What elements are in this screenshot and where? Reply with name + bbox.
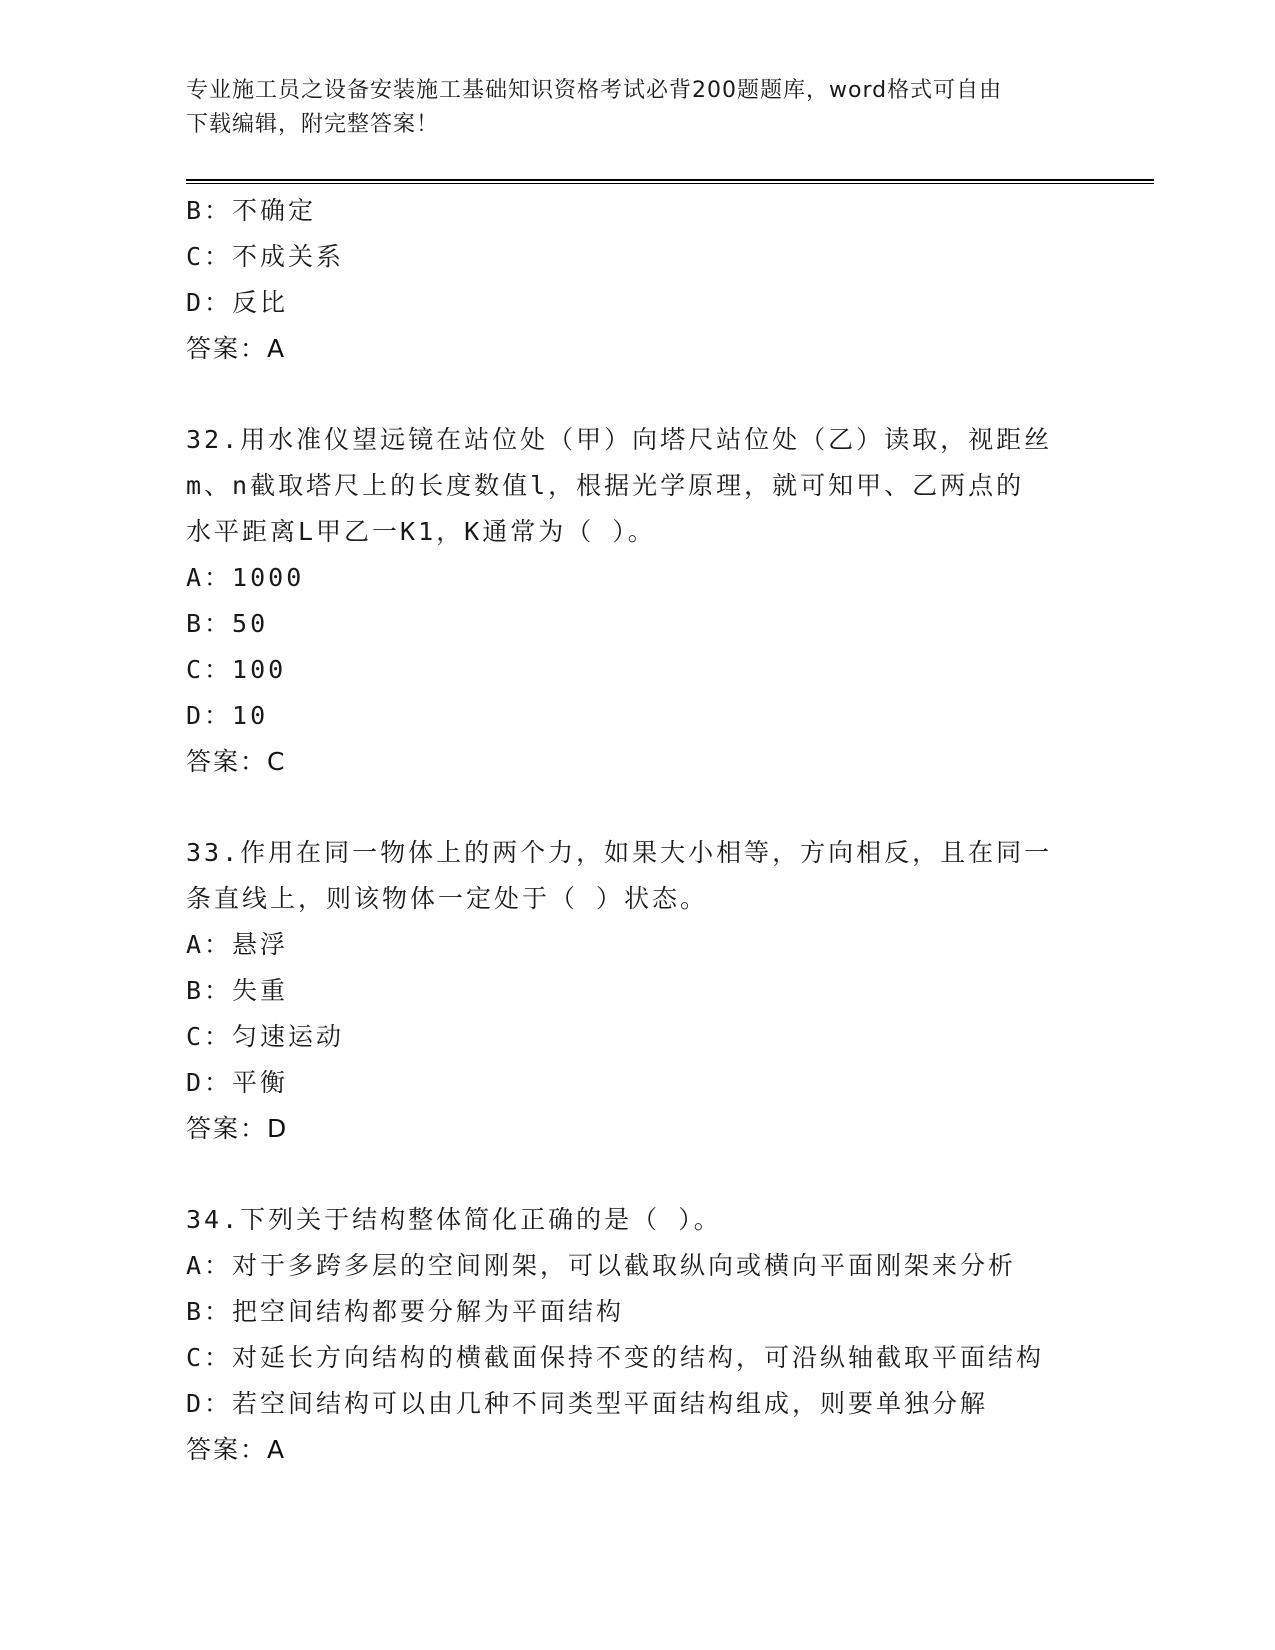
option-d: D：平衡 — [186, 1068, 289, 1097]
question-stem-line: 32.用水准仪望远镜在站位处（甲）向塔尺站位处（乙）读取，视距丝 — [186, 425, 1053, 454]
answer-line: 答案：A — [186, 334, 287, 363]
option-b: B：50 — [186, 609, 269, 638]
question-32 — [186, 417, 1086, 785]
document-body — [186, 188, 1086, 1473]
option-c: C：100 — [186, 655, 287, 684]
answer-line: 答案：C — [186, 747, 287, 776]
question-31-tail — [186, 188, 1086, 372]
option-b: B：失重 — [186, 976, 289, 1005]
option-b: B：不确定 — [186, 196, 317, 225]
option-d: D：10 — [186, 701, 269, 730]
question-stem-line: m、n截取塔尺上的长度数值l，根据光学原理，就可知甲、乙两点的 — [186, 471, 1025, 500]
option-c: C：不成关系 — [186, 242, 345, 271]
answer-line: 答案：A — [186, 1435, 287, 1464]
question-33 — [186, 830, 1086, 1152]
option-c: C：匀速运动 — [186, 1022, 345, 1051]
question-34 — [186, 1197, 1086, 1473]
question-stem-line: 33.作用在同一物体上的两个力，如果大小相等，方向相反，且在同一 — [186, 838, 1053, 867]
question-stem-line: 34.下列关于结构整体简化正确的是（ ）。 — [186, 1205, 722, 1234]
header-line-1: 专业施工员之设备安装施工基础知识资格考试必背200题题库，word格式可自由 — [186, 78, 1003, 103]
option-a: A：对于多跨多层的空间刚架，可以截取纵向或横向平面刚架来分析 — [186, 1251, 1017, 1280]
answer-line: 答案：D — [186, 1114, 289, 1143]
question-stem-line: 水平距离L甲乙一K1，K通常为（ ）。 — [186, 517, 656, 546]
header-line-2: 下载编辑，附完整答案！ — [186, 112, 440, 137]
page-header — [186, 74, 1086, 142]
header-rule-thick — [186, 179, 1154, 181]
option-d: D：反比 — [186, 288, 289, 317]
option-a: A：1000 — [186, 563, 305, 592]
option-d: D：若空间结构可以由几种不同类型平面结构组成，则要单独分解 — [186, 1389, 989, 1418]
option-a: A：悬浮 — [186, 930, 289, 959]
option-b: B：把空间结构都要分解为平面结构 — [186, 1297, 625, 1326]
header-rule-thin — [186, 183, 1154, 184]
question-stem-line: 条直线上，则该物体一定处于（ ）状态。 — [186, 884, 709, 913]
option-c: C：对延长方向结构的横截面保持不变的结构，可沿纵轴截取平面结构 — [186, 1343, 1045, 1372]
